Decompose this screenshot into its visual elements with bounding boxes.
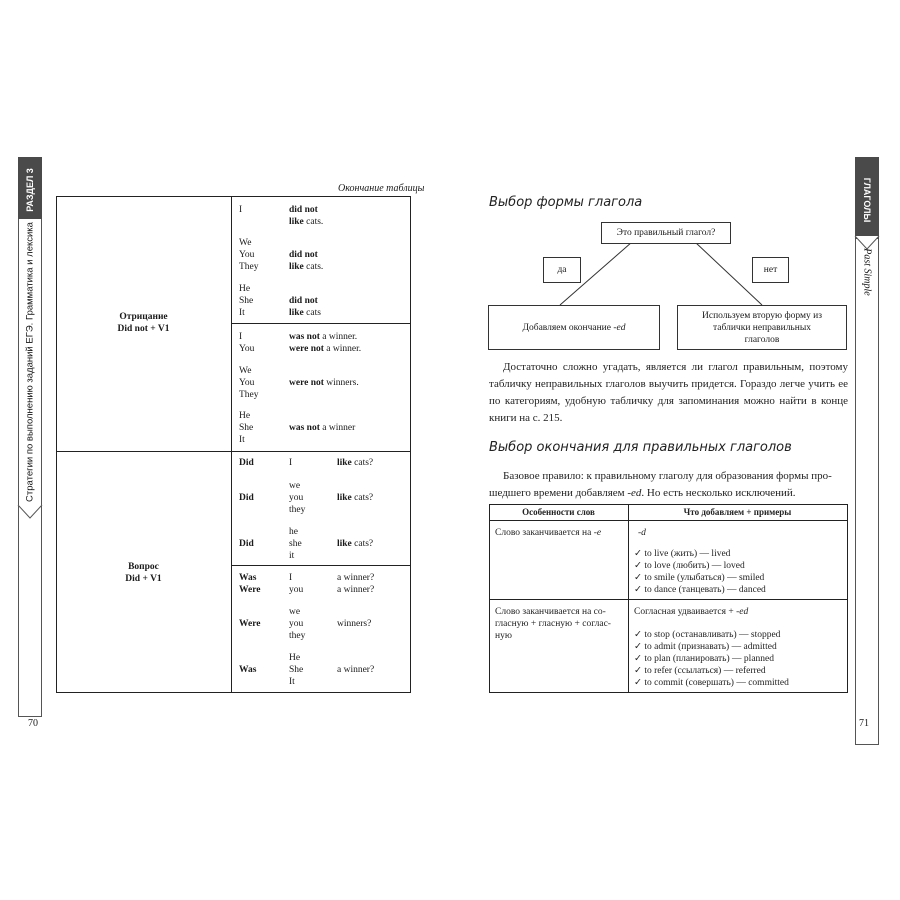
q-be-pronoun-1: I [289,573,293,583]
neg-pronoun-he: He [239,284,251,294]
q-aux-3: Did [239,539,254,549]
q-be-pronoun-it: It [289,677,295,687]
rules-table-row-divider [489,599,848,600]
q-pronoun-they: they [289,505,306,515]
question-formula: Did + V1 [125,574,162,584]
rules-row2-example-1: ✓ to stop (останавливать) — stopped [634,630,781,640]
flow-no-result: Используем вторую форму из таблички неправильных глаголов [677,305,847,350]
neg-be-line-2: were not a winner. [289,344,362,354]
table-right-border [410,196,411,693]
neg-be-line-1: was not a winner. [289,332,358,342]
neg-verb-line-3: like cats [289,308,321,318]
table-top-border [56,196,411,197]
rules-row1-example-3: ✓ to smile (улыбаться) — smiled [634,573,765,583]
rules-row2-example-2: ✓ to admit (признавать) — admitted [634,642,777,652]
neg-be-pronoun-he: He [239,411,251,421]
paragraph-basic-rule: Базовое правило: к правильному глаголу для образования формы про- шедшего времени добавляем -ed. Но есть несколько исключений. [489,470,832,499]
rules-table-right [847,504,848,693]
neg-pronoun-they: They [239,262,259,272]
neg-be-pronoun-we: We [239,366,252,376]
rules-row1-feature: Слово заканчивается на -e [495,528,602,538]
neg-be-pronoun-they: They [239,390,259,400]
rules-row1-rule: -d [638,528,646,538]
rules-row2-example-4: ✓ to refer (ссылаться) — referred [634,666,766,676]
rules-header-add: Что добавляем + примеры [683,507,792,517]
rules-row2-feature-line3: ную [495,631,512,641]
negation-formula: Did not + V1 [117,324,170,334]
rules-table-top [489,504,848,505]
left-side-tab-section: РАЗДЕЛ 3 [25,168,35,212]
neg-be-pronoun-you: You [239,344,255,354]
q-rest-2: like cats? [337,493,374,503]
q-be-rest-3: winners? [337,619,372,629]
rules-table-col-divider [628,504,629,693]
right-side-tab-section: ГЛАГОЛЫ [862,177,872,223]
flow-no-label: нет [752,257,789,283]
q-be-pronoun-you: you [289,619,304,629]
neg-pronoun-you: You [239,250,255,260]
table-continuation-note: Окончание таблицы [338,183,425,194]
q-be-aux-4: Was [239,665,257,675]
q-be-pronoun-they: they [289,631,306,641]
q-rest-1: like cats? [337,458,374,468]
rules-row2-example-3: ✓ to plan (планировать) — planned [634,654,775,664]
q-be-pronoun-he: He [289,653,301,663]
q-pronoun-he: he [289,527,298,537]
rules-row2-feature-line2: гласную + гласную + соглас- [495,619,611,629]
q-pronoun-we: we [289,481,301,491]
left-side-tab-subtitle: Стратегии по выполнению заданий ЕГЭ. Грамматика и лексика [24,222,36,502]
rules-header-features: Особенности слов [522,507,595,517]
q-pronoun-she: she [289,539,302,549]
rules-row2-example-5: ✓ to commit (совершать) — committed [634,678,789,688]
table-column-divider [231,196,232,693]
neg-aux-1: did not [289,205,318,215]
neg-pronoun-she: She [239,296,254,306]
q-be-rest-4: a winner? [337,665,375,675]
q-pronoun-it: it [289,551,295,561]
q-rest-3: like cats? [337,539,374,549]
q-be-rest-2: a winner? [337,585,375,595]
rules-row2-feature-line1: Слово заканчивается на со- [495,607,606,617]
neg-pronoun-i: I [239,205,243,215]
table-bottom-border [56,692,411,693]
rules-row1-example-4: ✓ to dance (танцевать) — danced [634,585,766,595]
heading-regular-endings: Выбор окончания для правильных глаголов [489,440,792,455]
q-be-aux-2: Were [239,585,261,595]
neg-be-pronoun-you-pl: You [239,378,255,388]
q-be-pronoun-2: you [289,585,304,595]
q-aux-2: Did [239,493,254,503]
question-title: Вопрос [128,562,159,572]
neg-be-pronoun-it: It [239,435,245,445]
heading-choose-verb-form: Выбор формы глагола [489,195,643,210]
q-pronoun-i: I [289,458,293,468]
q-pronoun-you: you [289,493,304,503]
q-be-pronoun-she: She [289,665,304,675]
neg-be-pronoun-i: I [239,332,243,342]
table-sub-divider-negation [231,323,411,324]
table-sub-divider-question [231,565,411,566]
neg-pronoun-we: We [239,238,252,248]
paragraph-irregular-verbs: Достаточно сложно угадать, является ли глагол правильным, поэтому табличку неправильных глаголов выучить придется. Гораздо легче учить ее по категориям, удобную табличку для запоминания можно найти в конце книги на с. 215. [489,361,848,424]
flow-yes-result: Добавляем окончание -ed [488,305,660,350]
q-be-pronoun-we: we [289,607,301,617]
negation-title: Отрицание [119,312,168,322]
left-page-number: 70 [28,718,38,729]
neg-aux-3: did not [289,296,318,306]
right-side-tab-subtitle: Past Simple [861,248,873,296]
neg-pronoun-it: It [239,308,245,318]
table-left-border [56,196,57,693]
neg-verb-line-2: like cats. [289,262,324,272]
rules-row1-example-2: ✓ to love (любить) — loved [634,561,745,571]
q-be-rest-1: a winner? [337,573,375,583]
rules-table-bottom [489,692,848,693]
neg-verb-line-1: like cats. [289,217,324,227]
q-be-aux-3: Were [239,619,261,629]
rules-table-header-bottom [489,520,848,521]
q-aux-1: Did [239,458,254,468]
neg-be-pronoun-she: She [239,423,254,433]
left-tab-bottom-chevron [17,505,43,519]
rules-table-left [489,504,490,693]
neg-aux-2: did not [289,250,318,260]
right-page-number: 71 [859,718,869,729]
rules-row2-rule: Согласная удваивается + -ed [634,607,749,617]
neg-be-line-3: were not winners. [289,378,359,388]
flow-yes-label: да [543,257,581,283]
q-be-aux-1: Was [239,573,257,583]
table-section-divider [56,451,411,452]
flow-question-box: Это правильный глагол? [601,222,731,244]
rules-row1-example-1: ✓ to live (жить) — lived [634,549,731,559]
neg-be-line-4: was not a winner [289,423,356,433]
